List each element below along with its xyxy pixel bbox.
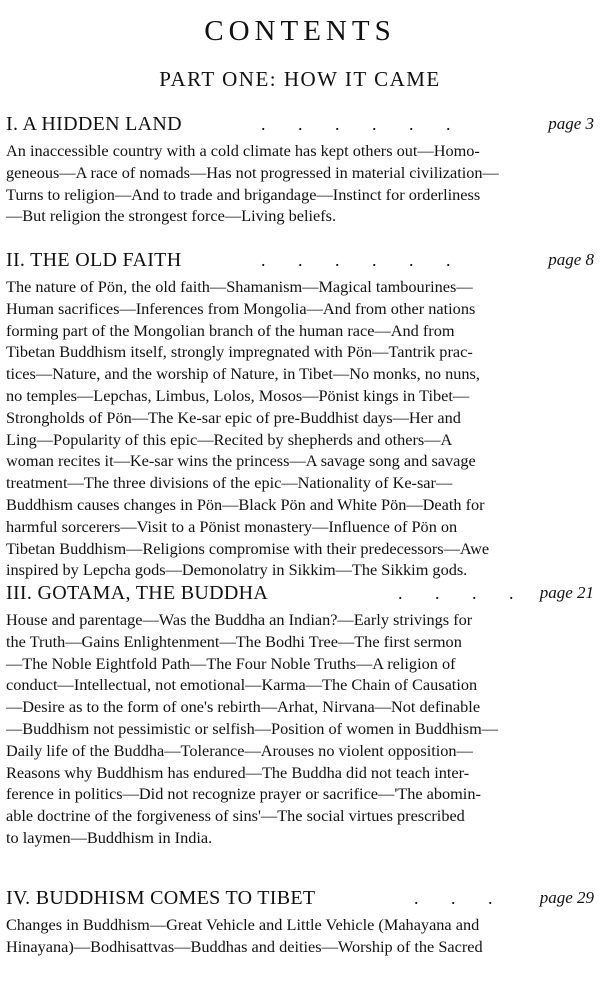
dot-leader: . . . .	[398, 583, 528, 603]
summary-line: Daily life of the Buddha—Tolerance—Arouses no violent opposition—	[6, 740, 473, 760]
summary-line: the Truth—Gains Enlightenment—The Bodhi Tree—The first sermon	[6, 631, 462, 651]
summary-line: conduct—Intellectual, not emotional—Karma—The Chain of Causation	[6, 675, 478, 695]
page-reference: page 29	[539, 888, 594, 907]
chapter-heading	[6, 246, 598, 274]
summary-line: to laymen—Buddhism in India.	[6, 827, 213, 847]
summary-line: able doctrine of the forgiveness of sins'—The social virtues prescribed	[6, 806, 465, 826]
summary-line: inspired by Lepcha gods—Demonolatry in Sikkim—The Sikkim gods.	[6, 560, 468, 580]
page-reference: page 21	[539, 583, 594, 602]
summary-line: no temples—Lepchas, Limbus, Lolos, Mosos—Pönist kings in Tibet—	[6, 385, 470, 405]
summary-line: geneous—A race of nomads—Has not progressed in material civilization—	[6, 162, 499, 182]
chapter-heading	[6, 110, 598, 138]
chapter-title: II. THE OLD FAITH	[6, 249, 182, 271]
summary-line: Strongholds of Pön—The Ke-sar epic of pre-Buddhist days—Her and	[6, 407, 461, 427]
summary-line: ference in politics—Did not recognize prayer or sacrifice—'The abomin-	[6, 784, 481, 804]
page-reference: page 8	[548, 250, 594, 269]
chapter-heading	[6, 579, 598, 607]
summary-line: Tibetan Buddhism itself, strongly impregnated with Pön—Tantrik prac-	[6, 342, 473, 362]
dot-leader: . . . . . .	[261, 250, 465, 270]
chapter-title: IV. BUDDHISM COMES TO TIBET	[6, 887, 316, 909]
chapter-summary	[6, 609, 598, 849]
chapter-heading	[6, 884, 598, 912]
summary-line: Hinayana)—Bodhisattvas—Buddhas and deities—Worship of the Sacred	[6, 936, 483, 956]
summary-line: Buddhism causes changes in Pön—Black Pön and White Pön—Death for	[6, 494, 485, 514]
contents-heading: CONTENTS	[204, 15, 396, 47]
summary-line: Reasons why Buddhism has endured—The Buddha did not teach inter-	[6, 762, 470, 782]
chapter-entry	[6, 246, 598, 581]
chapter-entry	[6, 110, 598, 227]
chapter-entry	[6, 884, 598, 958]
summary-line: House and parentage—Was the Buddha an Indian?—Early strivings for	[6, 610, 473, 629]
chapter-summary	[6, 140, 598, 227]
chapter-title: I. A HIDDEN LAND	[6, 113, 182, 135]
chapter-title: III. GOTAMA, THE BUDDHA	[6, 582, 269, 604]
dot-leader: . . .	[414, 888, 507, 908]
summary-line: harmful sorcerers—Visit to a Pönist monastery—Influence of Pön on	[6, 516, 458, 536]
summary-line: The nature of Pön, the old faith—Shamanism—Magical tambourines—	[6, 277, 473, 296]
chapter-entry	[6, 579, 598, 849]
summary-line: tices—Nature, and the worship of Nature, in Tibet—No monks, no nuns,	[6, 364, 480, 384]
summary-line: An inaccessible country with a cold climate has kept others out—Homo-	[6, 141, 480, 160]
summary-line: —Desire as to the form of one's rebirth—Arhat, Nirvana—Not definable	[6, 697, 481, 717]
summary-line: —But religion the strongest force—Living beliefs.	[6, 206, 337, 226]
summary-line: Tibetan Buddhism—Religions compromise with their predecessors—Awe	[6, 538, 490, 558]
summary-line: Changes in Buddhism—Great Vehicle and Little Vehicle (Mahayana and	[6, 915, 480, 934]
summary-line: woman recites it—Ke-sar wins the princess—A savage song and savage	[6, 451, 476, 471]
page-reference: page 3	[548, 114, 594, 133]
summary-line: Human sacrifices—Inferences from Mongolia—And from other nations	[6, 298, 476, 318]
summary-line: treatment—The three divisions of the epic—Nationality of Ke-sar—	[6, 473, 453, 493]
summary-line: —The Noble Eightfold Path—The Four Noble Truths—A religion of	[6, 653, 456, 673]
summary-line: —Buddhism not pessimistic or selfish—Position of women in Buddhism—	[6, 718, 499, 738]
summary-line: forming part of the Mongolian branch of the human race—And from	[6, 320, 455, 340]
dot-leader: . . . . . .	[261, 114, 465, 134]
summary-line: Turns to religion—And to trade and brigandage—Instinct for orderliness	[6, 184, 481, 204]
summary-line: Ling—Popularity of this epic—Recited by shepherds and others—A	[6, 429, 453, 449]
part-heading: PART ONE: HOW IT CAME	[159, 67, 441, 91]
chapter-summary	[6, 914, 598, 958]
chapter-summary	[6, 276, 598, 581]
